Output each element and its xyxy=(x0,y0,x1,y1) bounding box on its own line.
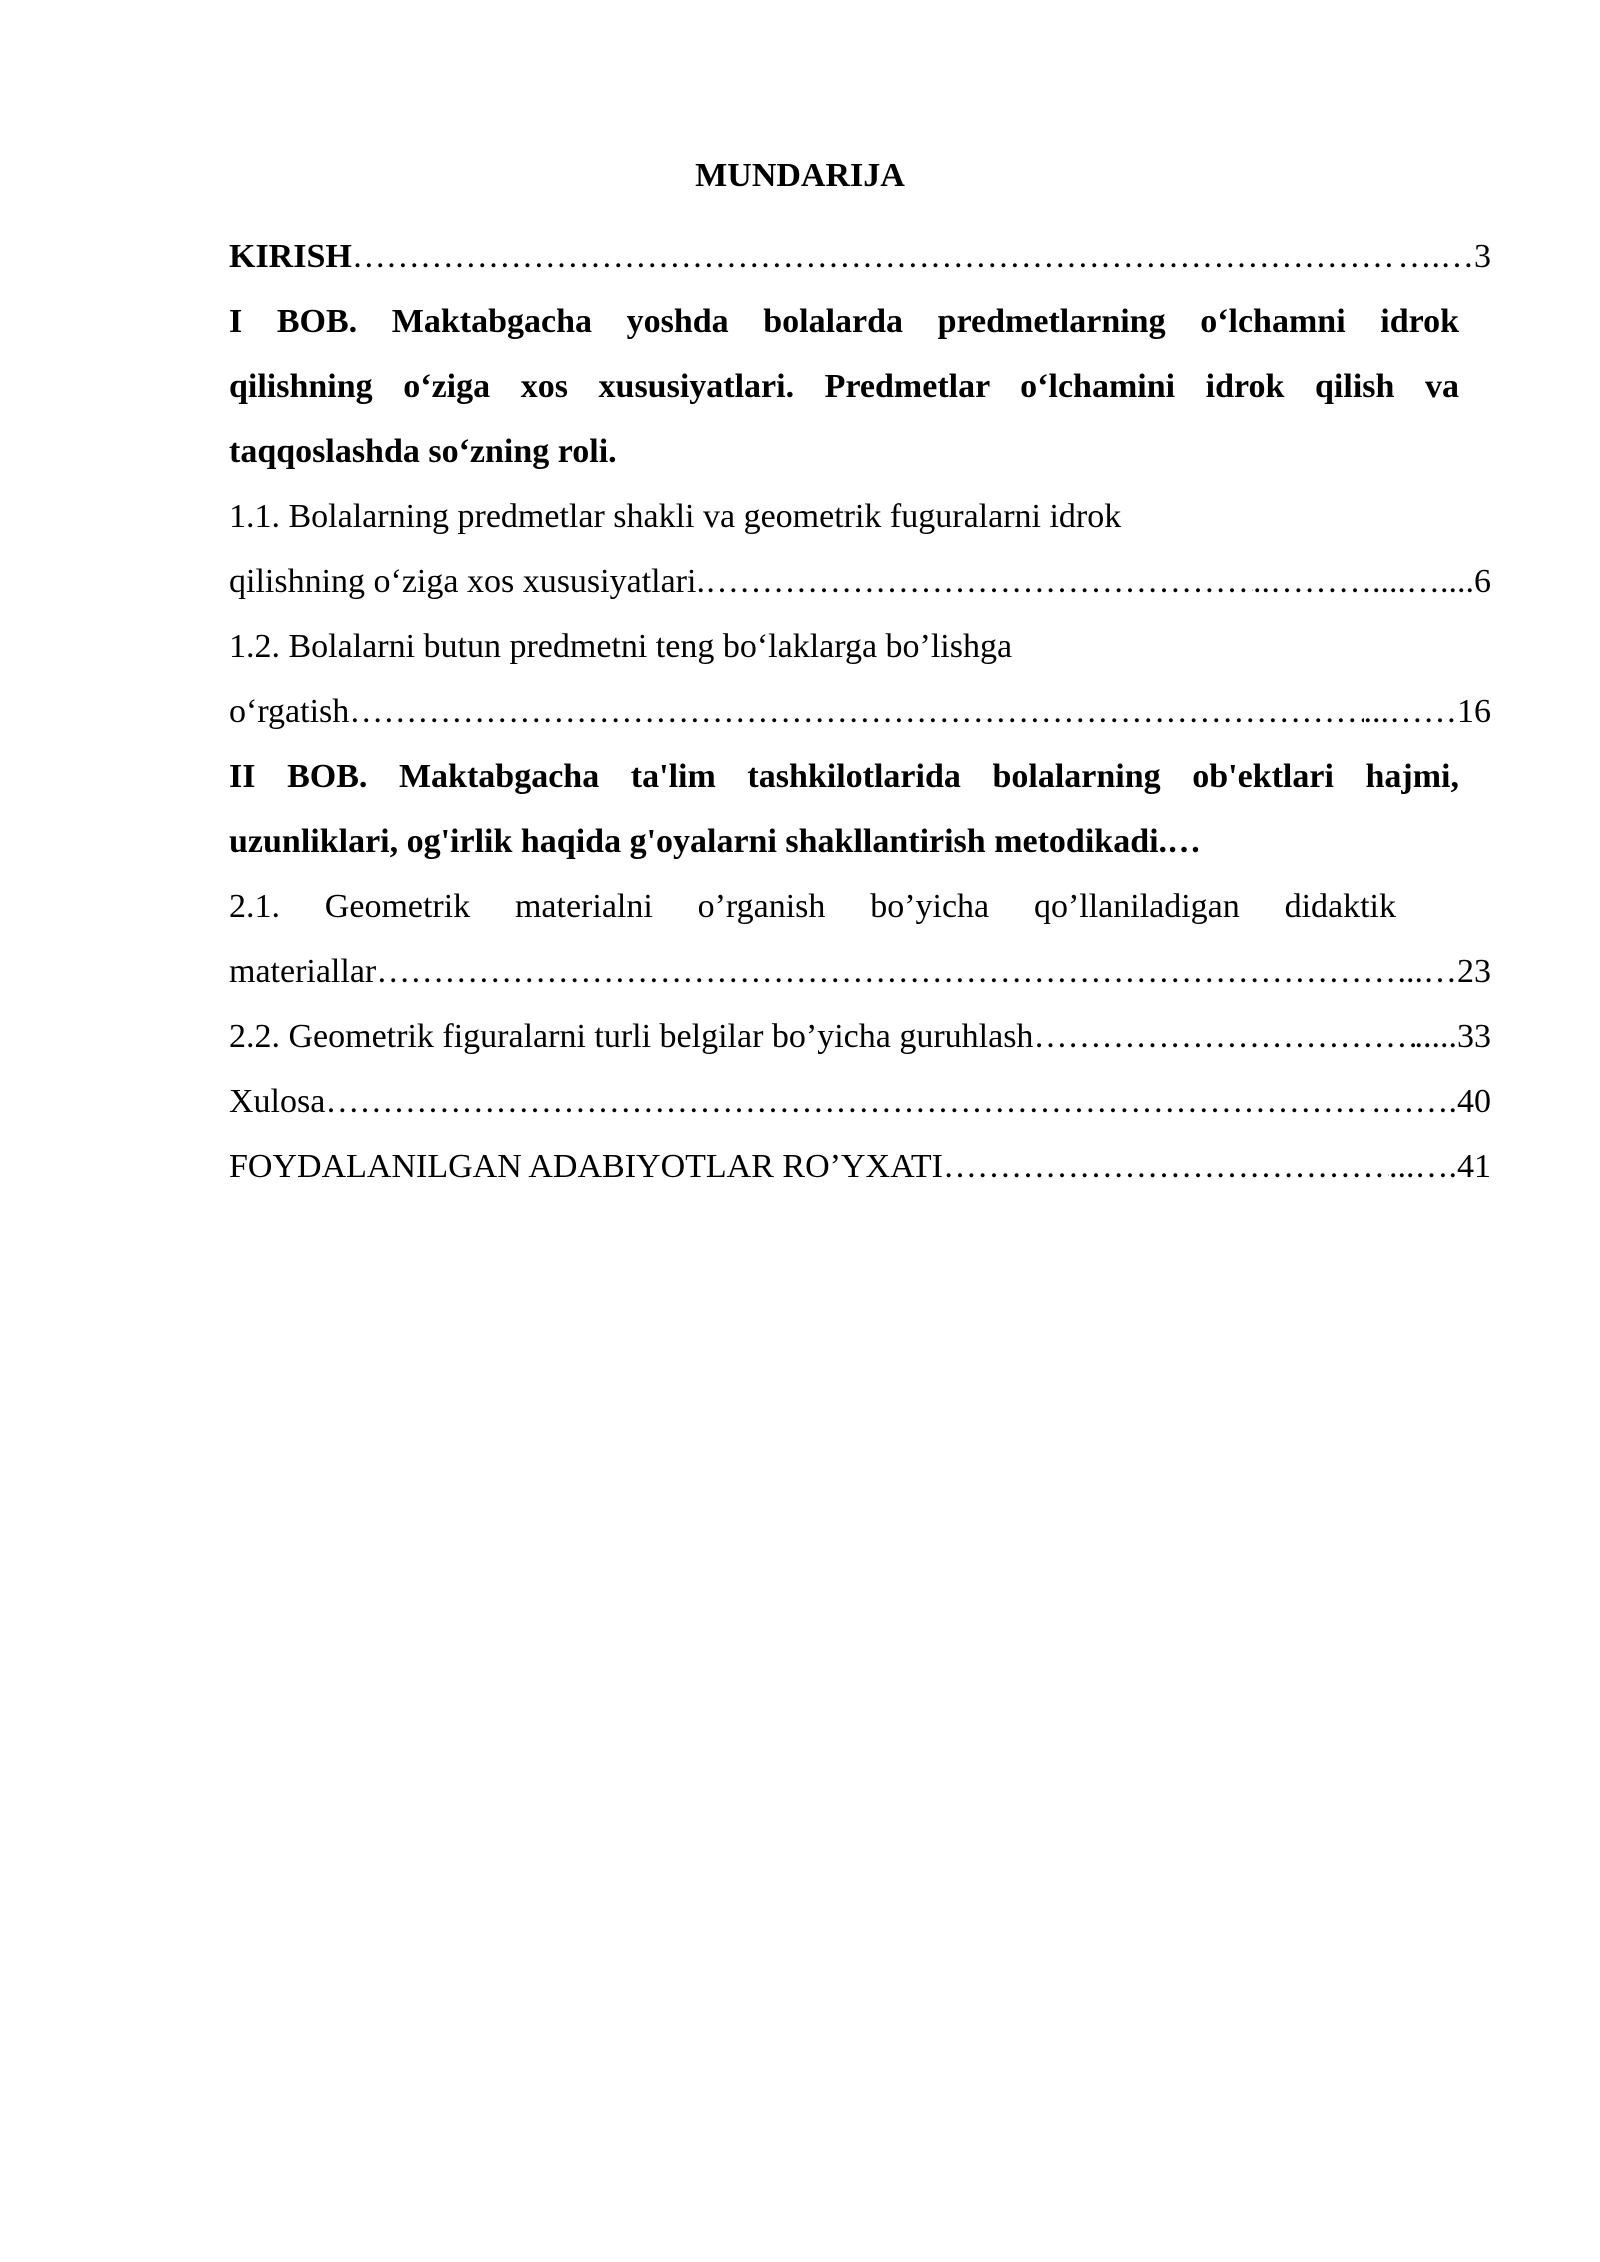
toc-label: materiallar xyxy=(229,953,377,990)
dot-leader xyxy=(352,224,1398,289)
toc-label: KIRISH xyxy=(229,238,352,275)
toc-page-number: ...…23 xyxy=(1397,953,1491,990)
toc-entry-xulosa[interactable] xyxy=(229,1069,1491,1134)
dot-leader xyxy=(349,679,1363,744)
toc-entry-section-2-1[interactable] xyxy=(229,939,1491,1004)
chapter-2-heading-line-2[interactable]: uzunliklari, og'irlik haqida g'oyalarni shakllantirish metodikadi.… xyxy=(229,823,1202,860)
toc-page-number: .…….40 xyxy=(1372,1083,1491,1120)
dot-leader xyxy=(1033,1004,1414,1069)
toc-entry-references[interactable] xyxy=(229,1134,1491,1199)
section-1-2-line-1[interactable]: 1.2. Bolalarni butun predmetni teng bo‘laklarga bo’lishga xyxy=(229,628,1013,665)
toc-entry-section-1-2[interactable] xyxy=(229,679,1491,744)
dot-leader xyxy=(705,549,1253,614)
toc-page-number: ...….41 xyxy=(1389,1148,1491,1185)
dot-leader xyxy=(376,939,1397,1004)
toc-label: o‘rgatish xyxy=(229,693,350,730)
toc-label: 2.2. Geometrik figuralarni turli belgilar bo’yicha guruhlash xyxy=(229,1018,1034,1055)
section-1-1-line-1[interactable]: 1.1. Bolalarning predmetlar shakli va geometrik fuguralarni idrok xyxy=(229,498,1122,535)
chapter-2-heading-line-1[interactable]: II BOB. Maktabgacha ta'lim tashkilotlarida bolalarning ob'ektlari hajmi, xyxy=(229,758,1459,795)
toc-label: Xulosa xyxy=(229,1083,326,1120)
section-2-1-line-1[interactable]: 2.1. Geometrik materialni o’rganish bo’yicha qo’llaniladigan didaktik xyxy=(229,888,1396,925)
table-of-contents xyxy=(229,224,1491,1199)
toc-page-number: .....33 xyxy=(1414,1018,1491,1055)
chapter-1-heading-line-3[interactable]: taqqoslashda so‘zning roli. xyxy=(229,433,617,470)
toc-page-number: ..………....…....6 xyxy=(1253,563,1491,600)
chapter-1-heading-line-2[interactable]: qilishning o‘ziga xos xususiyatlari. Predmetlar o‘lchamini idrok qilish va xyxy=(229,368,1459,405)
toc-page-number: ...……16 xyxy=(1363,693,1491,730)
toc-entry-section-1-1[interactable] xyxy=(229,549,1491,614)
toc-entry-kirish[interactable] xyxy=(229,224,1491,289)
toc-label: qilishning o‘ziga xos xususiyatlari. xyxy=(229,563,705,600)
dot-leader xyxy=(325,1069,1372,1134)
page-title: MUNDARIJA xyxy=(695,157,905,194)
dot-leader xyxy=(943,1134,1389,1199)
toc-entry-section-2-2[interactable] xyxy=(229,1004,1491,1069)
toc-label: FOYDALANILGAN ADABIYOTLAR RO’YXATI xyxy=(229,1148,943,1185)
toc-page-number: ….…3 xyxy=(1397,238,1491,275)
chapter-1-heading-line-1[interactable]: I BOB. Maktabgacha yoshda bolalarda predmetlarning o‘lchamni idrok xyxy=(229,303,1459,340)
